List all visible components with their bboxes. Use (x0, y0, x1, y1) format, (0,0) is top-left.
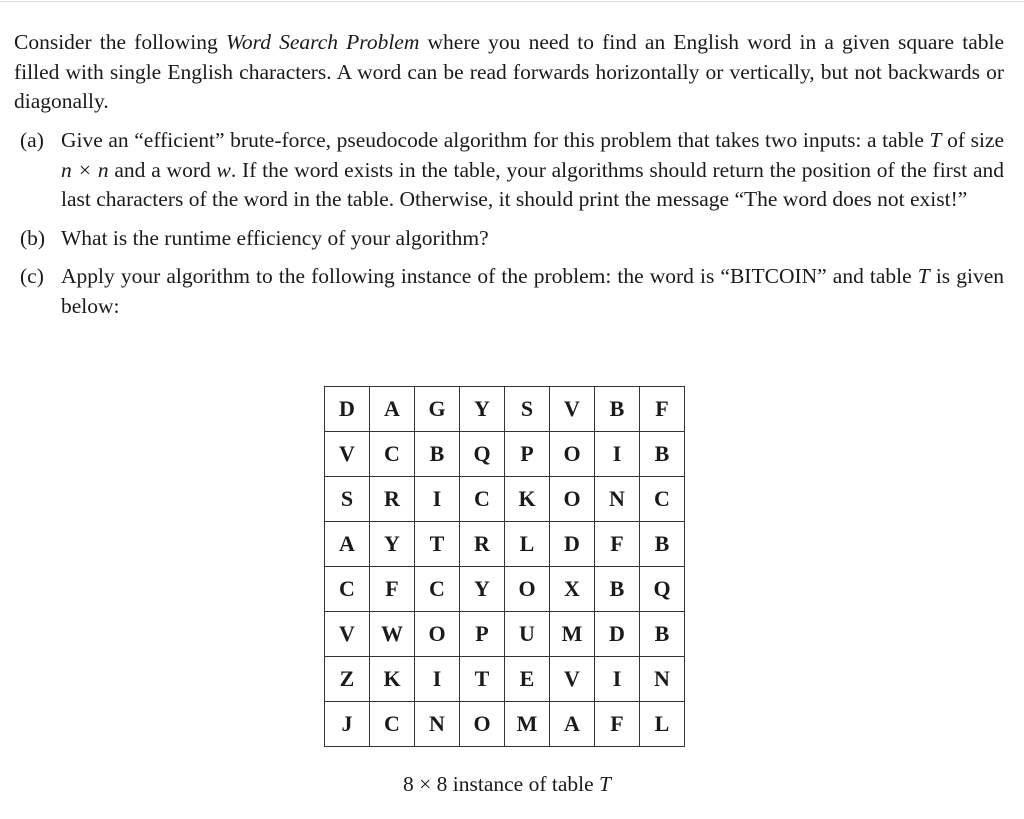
grid-cell: B (640, 432, 685, 477)
intro-text-after: where you need to find an English word in a given square table filled with single English characters. A word can be read forwards horizontally or vertically, but not backwards or diagonally. (14, 30, 1004, 113)
grid-cell: P (460, 612, 505, 657)
part-b-text: What is the runtime efficiency of your algorithm? (61, 225, 489, 250)
top-rule (0, 1, 1024, 2)
var-table-t: T (929, 128, 942, 152)
letter-grid (324, 386, 685, 747)
grid-cell: V (325, 612, 370, 657)
grid-cell: T (415, 522, 460, 567)
grid-cell: I (415, 477, 460, 522)
part-b-label: (b) (20, 225, 46, 250)
grid-cell: I (415, 657, 460, 702)
grid-cell: F (595, 522, 640, 567)
grid-cell: O (550, 477, 595, 522)
grid-row (325, 522, 685, 567)
grid-cell: S (325, 477, 370, 522)
caption-size: 8 × 8 (403, 772, 448, 796)
grid-cell: G (415, 387, 460, 432)
grid-cell: J (325, 702, 370, 747)
grid-cell: C (325, 567, 370, 612)
grid-row (325, 432, 685, 477)
letter-grid-container (324, 386, 685, 747)
grid-cell: F (595, 702, 640, 747)
grid-cell: L (640, 702, 685, 747)
grid-cell: C (640, 477, 685, 522)
grid-cell: C (415, 567, 460, 612)
grid-cell: I (595, 657, 640, 702)
grid-row (325, 702, 685, 747)
grid-cell: O (550, 432, 595, 477)
grid-cell: M (505, 702, 550, 747)
grid-cell: V (550, 387, 595, 432)
part-a-label: (a) (20, 128, 44, 152)
grid-cell: Q (640, 567, 685, 612)
grid-row (325, 477, 685, 522)
var-size: n × n (61, 157, 109, 182)
grid-cell: C (370, 432, 415, 477)
part-c-text-2: is given below: (61, 264, 1005, 318)
grid-cell: A (550, 702, 595, 747)
grid-row (325, 657, 685, 702)
part-c-text-1: Apply your algorithm to the following instance of the problem: the word is “BITCOIN” and table (61, 264, 918, 288)
var-word-w: w (216, 157, 231, 182)
grid-cell: C (370, 702, 415, 747)
grid-cell: F (370, 567, 415, 612)
grid-cell: B (595, 387, 640, 432)
grid-cell: O (460, 702, 505, 747)
grid-cell: R (370, 477, 415, 522)
question-parts (20, 126, 1004, 321)
grid-cell: B (640, 612, 685, 657)
grid-cell: O (415, 612, 460, 657)
grid-cell: V (325, 432, 370, 477)
grid-cell: T (460, 657, 505, 702)
grid-cell: Y (460, 567, 505, 612)
part-a-text-2: of size (941, 128, 1004, 152)
grid-cell: K (505, 477, 550, 522)
part-b (20, 224, 1004, 254)
grid-cell: W (370, 612, 415, 657)
grid-row (325, 612, 685, 657)
grid-cell: K (370, 657, 415, 702)
grid-cell: A (325, 522, 370, 567)
grid-cell: L (505, 522, 550, 567)
caption-var-t: T (599, 772, 611, 796)
grid-cell: A (370, 387, 415, 432)
part-a-text-3: and a word (108, 157, 217, 182)
grid-cell: M (550, 612, 595, 657)
part-a-text-4: . If the word exists in the table, your algorithms should return the position of the first and last characters of the word in the table. Otherwise, it should print the message “The word does not exist!” (61, 157, 1004, 211)
grid-row (325, 387, 685, 432)
part-c (20, 262, 1004, 321)
part-a-text-1: Give an “efficient” brute-force, pseudocode algorithm for this problem that takes two inputs: a table (61, 128, 930, 152)
grid-row (325, 567, 685, 612)
grid-cell: C (460, 477, 505, 522)
grid-cell: Y (370, 522, 415, 567)
grid-cell: F (640, 387, 685, 432)
grid-cell: D (550, 522, 595, 567)
grid-cell: S (505, 387, 550, 432)
part-a (20, 126, 1004, 215)
grid-cell: Z (325, 657, 370, 702)
grid-cell: E (505, 657, 550, 702)
grid-cell: B (640, 522, 685, 567)
grid-cell: Y (460, 387, 505, 432)
grid-cell: B (595, 567, 640, 612)
grid-cell: N (415, 702, 460, 747)
grid-cell: D (325, 387, 370, 432)
grid-cell: Q (460, 432, 505, 477)
grid-cell: U (505, 612, 550, 657)
grid-cell: X (550, 567, 595, 612)
problem-name: Word Search Problem (225, 30, 420, 54)
grid-cell: V (550, 657, 595, 702)
grid-cell: O (505, 567, 550, 612)
grid-cell: B (415, 432, 460, 477)
intro-text-before: Consider the following (14, 30, 226, 54)
table-caption (324, 770, 690, 799)
var-table-t: T (917, 264, 930, 288)
part-c-label: (c) (20, 264, 44, 288)
grid-cell: D (595, 612, 640, 657)
grid-cell: N (640, 657, 685, 702)
grid-cell: P (505, 432, 550, 477)
grid-cell: N (595, 477, 640, 522)
problem-intro (14, 28, 1004, 117)
caption-text: instance of table (447, 772, 600, 796)
grid-cell: R (460, 522, 505, 567)
grid-cell: I (595, 432, 640, 477)
